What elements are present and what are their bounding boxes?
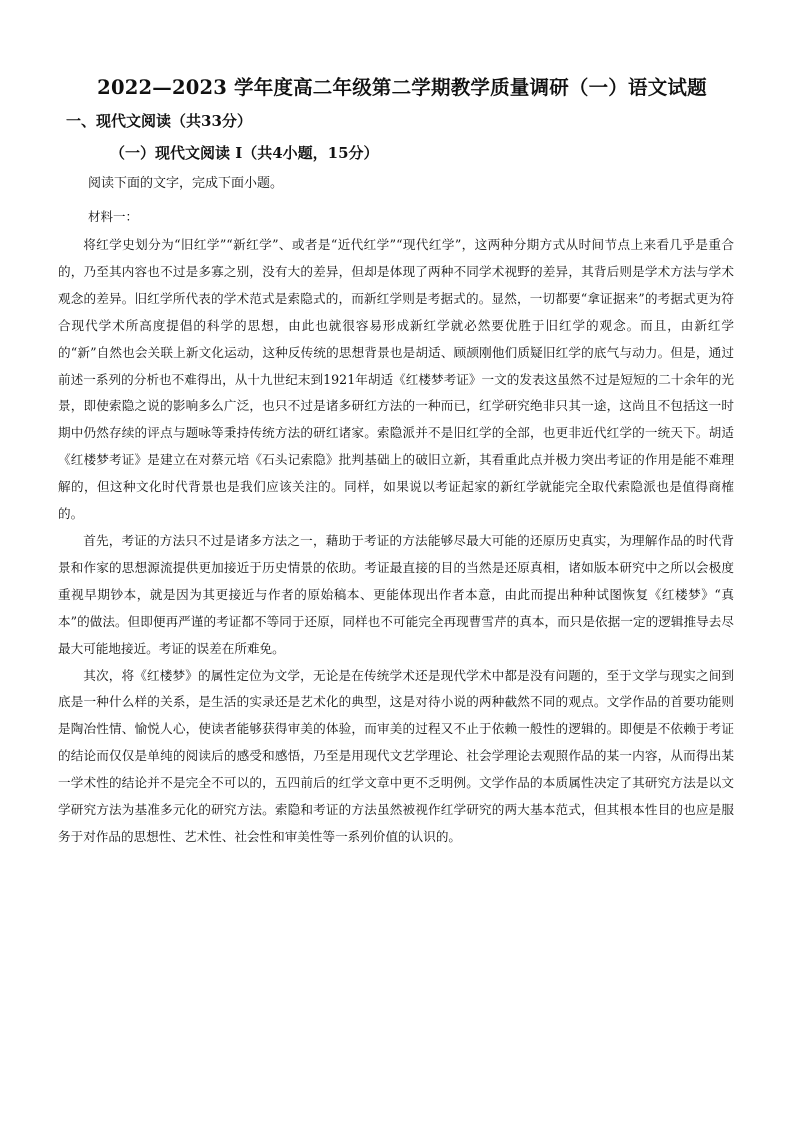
passage-paragraph-2: 首先，考证的方法只不过是诸多方法之一，藉助于考证的方法能够尽最大可能的还原历史真实，为理解作品的时代背景和作家的思想源流提供更加接近于历史情景的依助。考证最直接的目的当然是还原真相，诸如版本研究中之所以会极度重视早期钞本，就是因为其更接近与作者的原始稿本、更能体现出作者本意，由此而提出种种试图恢复《红楼梦》“真本”的做法。但即便再严谨的考证都不等同于还原，同样也不可能完全再现曹雪芹的真本，而只是依据一定的逻辑推导去尽最大可能地接近。考证的误差在所难免。 [58,532,734,656]
passage-paragraph-3: 其次，将《红楼梦》的属性定位为文学，无论是在传统学术还是现代学术中都是没有问题的，至于文学与现实之间到底是一种什么样的关系，是生活的实录还是艺术化的典型，这是对待小说的两种截然不同的观点。文学作品的首要功能则是陶冶性情、愉悦人心，使读者能够获得审美的体验，而审美的过程又不止于依赖一般性的逻辑的。即便是不依赖于考证的结论而仅仅是单纯的阅读后的感受和感悟，乃至是用现代文艺学理论、社会学理论去观照作品的某一内容，从而得出某一学术性的结论并不是完全不可以的，五四前后的红学文章中更不乏明例。文学作品的本质属性决定了其研究方法是以文学研究方法为基准多元化的研究方法。索隐和考证的方法虽然被视作红学研究的两大基本范式，但其根本性目的也应是服务于对作品的思想性、艺术性、社会性和审美性等一系列价值的认识的。 [58,667,734,844]
material-label: 材料一： [88,209,139,224]
section-heading: 一、现代文阅读（共33分） [66,112,252,130]
subsection-heading: （一）现代文阅读 I（共4小题，15分） [110,144,379,162]
reading-instruction: 阅读下面的文字，完成下面小题。 [88,176,284,191]
passage-paragraph-1: 将红学史划分为“旧红学”“新红学”、或者是“近代红学”“现代红学”，这两种分期方式从时间节点上来看几乎是重合的，乃至其内容也不过是多寡之别，没有大的差异，但却是体现了两种不同学术视野的差异，其背后则是学术方法与学术观念的差异。旧红学所代表的学术范式是索隐式的，而新红学则是考据式的。显然，一切都要“拿证据来”的考据式更为符合现代学术所高度提倡的科学的思想，由此也就很容易形成新红学就必然要优胜于旧红学的观念。而且，由新红学的“新”自然也会关联上新文化运动，这种反传统的思想背景也是胡适、顾颉刚他们质疑旧红学的底气与动力。但是，通过前述一系列的分析也不难得出，从十九世纪末到1921年胡适《红楼梦考证》一文的发表这虽然不过是短短的二十余年的光景，即使索隐之说的影响多么广泛，也只不过是诸多研红方法的一种而已，红学研究绝非只其一途，这尚且不包括这一时期中仍然存续的评点与题咏等秉持传统方法的研红诸家。索隐派并不是旧红学的全部，也更非近代红学的一统天下。胡适《红楼梦考证》是建立在对蔡元培《石头记索隐》批判基础上的破旧立新，其看重此点并极力突出考证的作用是能不难理解的，但这种文化时代背景也是我们应该关注的。同样，如果说以考证起家的新红学就能完全取代索隐派也是值得商榷的。 [58,237,734,522]
passage-body [58,232,734,851]
exam-title: 2022—2023 学年度高二年级第二学期教学质量调研（一）语文试题 [97,76,707,99]
